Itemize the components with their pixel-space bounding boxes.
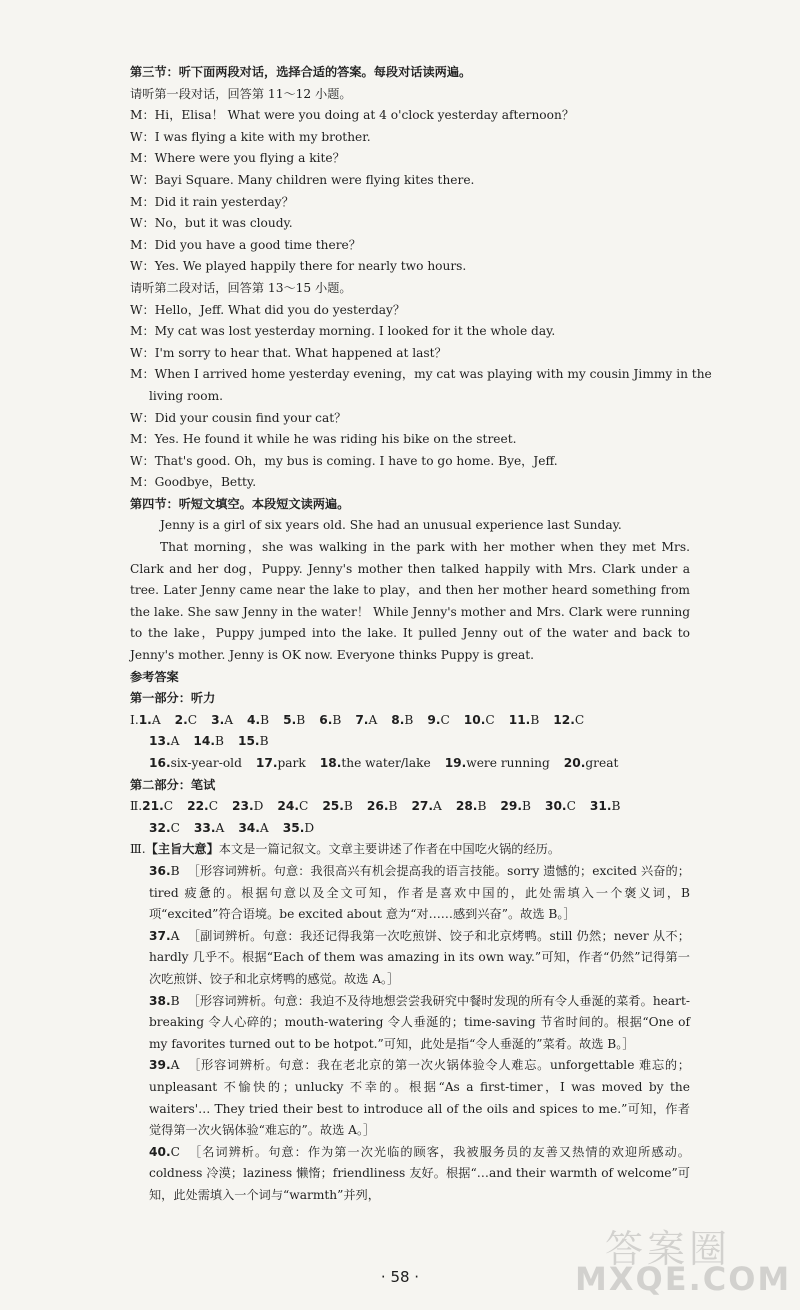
- answer-item: [411, 796, 441, 818]
- answer-item: [509, 710, 540, 732]
- dialog-line: M：Hi，Elisa！ What were you doing at 4 o'clock yesterday afternoon？: [130, 108, 575, 123]
- answer-number: 23.: [232, 799, 254, 814]
- dialog2-intro: 请听第二段对话，回答第 13～15 小题。: [130, 280, 352, 295]
- dialog-line: W：I'm sorry to hear that. What happened at last？: [130, 345, 447, 360]
- answer-item: [149, 753, 242, 775]
- answer-value: C: [485, 712, 495, 727]
- explanation-item: [130, 861, 690, 926]
- dialog-line: W：Did your cousin find your cat？: [130, 410, 347, 425]
- question-answer: A: [170, 928, 180, 943]
- answer-number: 28.: [455, 799, 478, 814]
- answer-number: 12.: [553, 712, 575, 727]
- explanation-text: ［形容词辨析。句意：我迫不及待地想尝尝我研究中餐时发现的所有令人垂涎的菜肴。heart-breaking 令人心碎的；mouth-watering 令人垂涎的；time-saving 节省时间的。根据“One of my favorites turned out to be hotpot.”可知，此处是指“令人垂涎的”菜肴。故选 B。］: [149, 993, 690, 1051]
- answer-item: [149, 731, 179, 753]
- question-number: 38.: [149, 993, 171, 1008]
- passage-paragraph-2: That morning，she was walking in the park with her mother when they met Mrs. Clark and her dog，Puppy. Jenny's mother then talked happily with Mrs. Clark under a tree. Later Jenny came near the lake to play，and then her mother heard something from the lake. She saw Jenny in the water！ While Jenny's mother and Mrs. Clark were running to the lake，Puppy jumped into the lake. It pulled Jenny out of the water and back to Jenny's mother. Jenny is OK now. Everyone thinks Puppy is great.: [130, 540, 690, 663]
- answer-item: [283, 818, 314, 840]
- dialog-line: W：I was flying a kite with my brother.: [130, 129, 371, 144]
- answer-value: B: [530, 712, 540, 727]
- answer-number: 6.: [319, 712, 333, 727]
- question-number: 40.: [149, 1144, 171, 1159]
- dialog1-intro: 请听第一段对话，回答第 11～12 小题。: [130, 86, 352, 101]
- answer-value: park: [277, 756, 306, 770]
- answer-value: great: [585, 756, 619, 770]
- answer-number: 21.: [142, 799, 164, 814]
- answer-value: B: [388, 799, 398, 814]
- answer-number: 34.: [238, 820, 260, 835]
- answer-item: [247, 710, 269, 732]
- dialog-line: W：No，but it was cloudy.: [130, 216, 293, 231]
- roman-numeral: Ⅰ.: [130, 712, 139, 727]
- explanation-text: ［形容词辨析。句意：我在老北京的第一次火锅体验令人难忘。unforgettable 难忘的；unpleasant 不愉快的；unlucky 不幸的。根据“As a first-timer，I was moved by the waiters'… They tried their best to introduce all of the oils and spices to me.”可知，作者觉得第一次火锅体验“难忘的”。故选 A。］: [149, 1058, 690, 1138]
- answer-value: D: [304, 820, 315, 835]
- answer-item: [256, 753, 306, 775]
- dialog2: [130, 300, 712, 494]
- answer-item: [238, 818, 268, 840]
- answer-number: 5.: [283, 712, 297, 727]
- answer-number: 32.: [149, 820, 171, 835]
- answer-item: [553, 710, 584, 732]
- answer-value: C: [163, 799, 174, 814]
- answer-item: [564, 753, 619, 775]
- answer-value: A: [368, 712, 378, 727]
- dialog-line: W：Hello，Jeff. What did you do yesterday？: [130, 302, 406, 317]
- answer-item: [590, 796, 621, 818]
- answer-row: [130, 818, 690, 840]
- dialog-line: M：Where were you flying a kite？: [130, 151, 345, 166]
- question-answer: B: [170, 993, 180, 1008]
- answer-value: B: [259, 734, 269, 749]
- answer-item: [283, 710, 305, 732]
- part1-heading: 第一部分：听力: [130, 691, 216, 706]
- watermark-text-en: MXQE.COM: [575, 1260, 792, 1298]
- answer-item: [142, 796, 173, 818]
- answer-number: 10.: [463, 712, 486, 727]
- answer-item: [367, 796, 398, 818]
- answer-value: B: [477, 799, 487, 814]
- page-number: · 58 ·: [380, 1268, 420, 1286]
- answer-item: [319, 710, 341, 732]
- answer-number: 31.: [589, 799, 612, 814]
- answer-number: 4.: [247, 712, 261, 727]
- explanation-item: [130, 1142, 690, 1207]
- answer-item: [320, 753, 431, 775]
- dialog-line: M：Goodbye，Betty.: [130, 475, 257, 490]
- answer-value: B: [404, 712, 414, 727]
- dialog-line: W：That's good. Oh，my bus is coming. I have to go home. Bye，Jeff.: [130, 453, 558, 468]
- answer-number: 18.: [319, 756, 342, 770]
- answer-row: [130, 731, 690, 753]
- question-number: 39.: [149, 1058, 171, 1073]
- answer-number: 30.: [544, 799, 567, 814]
- answer-value: B: [215, 734, 224, 749]
- answer-value: B: [343, 799, 353, 814]
- answer-value: C: [208, 799, 219, 814]
- answer-value: B: [296, 712, 306, 727]
- answer-item: [545, 796, 576, 818]
- section4-heading: 第四节：听短文填空。本段短文读两遍。: [130, 496, 350, 511]
- answer-number: 24.: [277, 799, 299, 814]
- answer-value: were running: [466, 756, 550, 770]
- answer-item: [355, 710, 377, 732]
- answer-item: [500, 796, 531, 818]
- explanation-item: [130, 991, 690, 1056]
- answer-row: [130, 753, 690, 775]
- explanation-item: [130, 1055, 690, 1141]
- answer-value: A: [170, 734, 180, 749]
- summary-line: [130, 839, 690, 861]
- dialog-line: W：Bayi Square. Many children were flying kites there.: [130, 172, 475, 187]
- answer-value: C: [440, 712, 450, 727]
- dialog-line: M：When I arrived home yesterday evening，my cat was playing with my cousin Jimmy in the: [130, 367, 712, 382]
- answer-item: [139, 710, 161, 732]
- answer-item: [211, 710, 233, 732]
- answer-item: [445, 753, 550, 775]
- answer-number: 2.: [174, 712, 188, 727]
- answer-value: D: [253, 799, 264, 814]
- watermark-logo: [535, 1218, 792, 1298]
- answer-number: 13.: [149, 734, 171, 749]
- question-number: 37.: [149, 928, 171, 943]
- answer-item: [277, 796, 308, 818]
- answer-item: [456, 796, 487, 818]
- answer-number: 20.: [563, 756, 586, 770]
- answer-value: C: [574, 712, 585, 727]
- answer-value: A: [433, 799, 442, 814]
- answer-value: six-year-old: [170, 756, 242, 770]
- answer-item: [391, 710, 413, 732]
- explanation-text: ［形容词辨析。句意：我很高兴有机会提高我的语言技能。sorry 遗憾的；excited 兴奋的；tired 疲惫的。根据句意以及全文可知，作者是喜欢中国的，此处需填入一个褒义词，B 项“excited”符合语境。be excited about 意为“对……感到兴奋”。故选 B。］: [149, 863, 690, 922]
- answer-number: 14.: [193, 734, 215, 749]
- answer-item: [238, 731, 269, 753]
- dialog1: [130, 105, 690, 278]
- answer-number: 3.: [211, 712, 225, 727]
- answer-value: B: [522, 799, 531, 814]
- answer-number: 25.: [322, 799, 344, 814]
- answer-number: 26.: [366, 799, 389, 814]
- answer-value: the water/lake: [341, 756, 431, 770]
- summary-text: 本文是一篇记叙文。文章主要讲述了作者在中国吃火锅的经历。: [218, 842, 561, 857]
- question-number: 36.: [149, 863, 171, 878]
- dialog-line: M：Did you have a good time there？: [130, 237, 361, 252]
- answer-number: 29.: [500, 799, 522, 814]
- answer-number: 1.: [138, 712, 152, 727]
- section3-heading: 第三节：听下面两段对话，选择合适的答案。每段对话读两遍。: [130, 65, 472, 79]
- answer-number: 9.: [427, 712, 441, 727]
- answer-item: [175, 710, 197, 732]
- page-content: [130, 62, 712, 1206]
- answer-item: [149, 818, 180, 840]
- answer-item: [322, 796, 353, 818]
- answer-value: A: [259, 820, 269, 835]
- dialog-line-continuation: living room.: [149, 388, 224, 403]
- passage-paragraph-1: Jenny is a girl of six years old. She had an unusual experience last Sunday.: [160, 518, 622, 533]
- answer-value: A: [151, 712, 161, 727]
- explanation-item: [130, 926, 690, 991]
- answer-value: A: [215, 820, 225, 835]
- answer-item: [194, 818, 224, 840]
- watermark-text-cn: 答案圈: [605, 1227, 732, 1271]
- roman-numeral: Ⅱ.: [130, 799, 143, 814]
- answer-number: 19.: [444, 756, 467, 770]
- answer-value: B: [260, 712, 270, 727]
- question-answer: B: [170, 863, 180, 878]
- question-answer: A: [170, 1058, 180, 1073]
- question-answer: C: [170, 1144, 180, 1159]
- answer-number: 15.: [237, 734, 260, 749]
- dialog-line: M：Yes. He found it while he was riding his bike on the street.: [130, 432, 517, 447]
- answer-item: [187, 796, 218, 818]
- answer-item: [232, 796, 263, 818]
- answer-number: 35.: [282, 820, 305, 835]
- answer-number: 17.: [255, 756, 278, 770]
- dialog-line: M：My cat was lost yesterday morning. I looked for it the whole day.: [130, 324, 556, 339]
- summary-tag: 【主旨大意】: [145, 842, 219, 857]
- answer-value: A: [224, 712, 234, 727]
- answer-number: 22.: [187, 799, 209, 814]
- roman-numeral: Ⅲ.: [130, 842, 146, 857]
- explanation-text: ［名词辨析。句意：作为第一次光临的顾客，我被服务员的友善又热情的欢迎所感动。coldness 冷漠；laziness 懒惰；friendliness 友好。根据“…and their warmth of welcome”可知，此处需填入一个词与“warmth”并列，: [149, 1144, 690, 1202]
- answer-number: 27.: [411, 799, 434, 814]
- answer-value: C: [566, 799, 576, 814]
- answer-row: [130, 710, 690, 732]
- answer-value: B: [611, 799, 621, 814]
- answers-heading: 参考答案: [130, 669, 179, 684]
- answer-value: C: [170, 820, 180, 835]
- answer-number: 33.: [193, 820, 216, 835]
- answer-value: C: [298, 799, 309, 814]
- answer-number: 8.: [391, 712, 405, 727]
- answer-value: C: [187, 712, 198, 727]
- answer-value: B: [332, 712, 342, 727]
- part2-heading: 第二部分：笔试: [130, 777, 216, 792]
- explanation-text: ［副词辨析。句意：我还记得我第一次吃煎饼、饺子和北京烤鸭。still 仍然；never 从不；hardly 几乎不。根据“Each of them was amazing in its own way.”可知，作者“仍然”记得第一次吃煎饼、饺子和北京烤鸭的感觉。故选 A。］: [149, 928, 690, 986]
- answer-item: [464, 710, 495, 732]
- answer-number: 16.: [149, 756, 171, 770]
- answer-number: 7.: [355, 712, 369, 727]
- explanation-list: [130, 861, 690, 1207]
- dialog-line: M：Did it rain yesterday？: [130, 194, 294, 209]
- dialog-line: W：Yes. We played happily there for nearly two hours.: [130, 259, 467, 274]
- answer-item: [193, 731, 224, 753]
- answer-number: 11.: [508, 712, 531, 727]
- answer-item: [427, 710, 449, 732]
- answer-row: [130, 796, 690, 818]
